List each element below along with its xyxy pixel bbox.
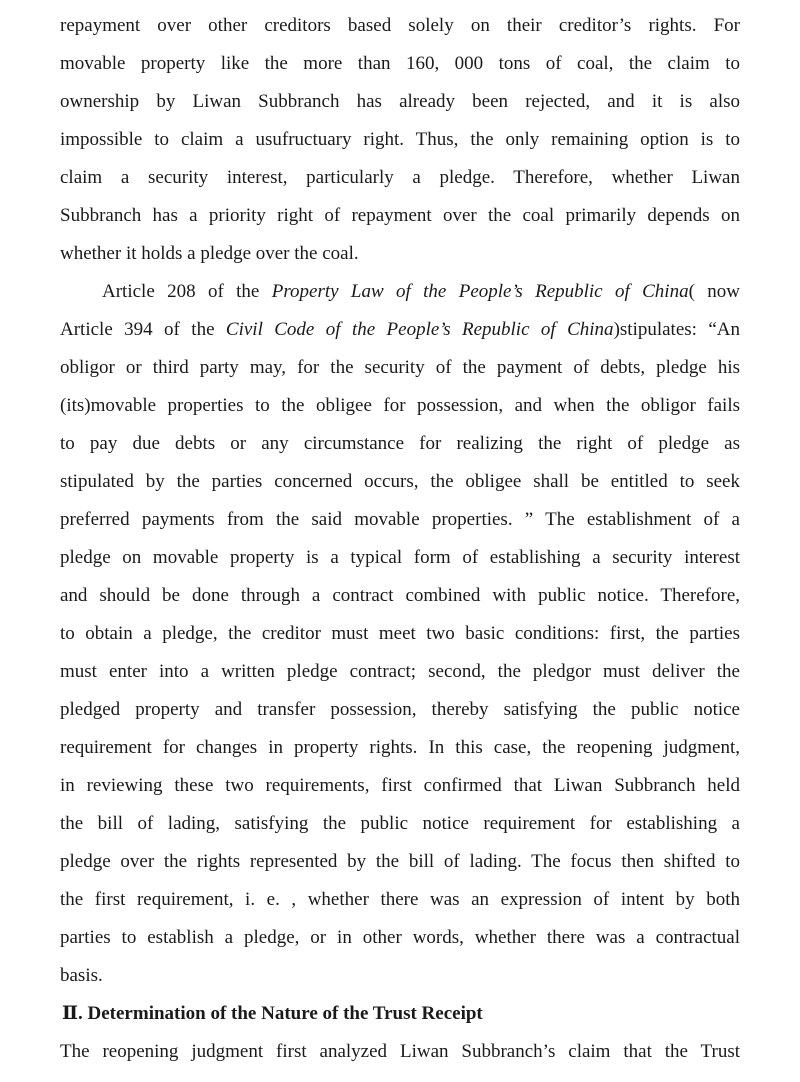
text-line: pledged property and transfer possession, thereby satisfying the public notice (60, 699, 740, 720)
text-line: to obtain a pledge, the creditor must meet two basic conditions: first, the parties (60, 623, 740, 644)
text-line: stipulated by the parties concerned occurs, the obligee shall be entitled to seek (60, 471, 740, 492)
paragraph-2 (60, 273, 740, 995)
text-line: the first requirement, i. e. , whether there was an expression of intent by both (60, 889, 740, 910)
text-line: pledge on movable property is a typical form of establishing a security interest (60, 547, 740, 568)
text-line: The reopening judgment first analyzed Liwan Subbranch’s claim that the Trust (60, 1041, 740, 1062)
text-line (60, 311, 740, 349)
text-line: impossible to claim a usufructuary right. Thus, the only remaining option is to (60, 129, 740, 150)
section-heading: Ⅱ. Determination of the Nature of the Trust Receipt (62, 1003, 483, 1024)
text-line: (its)movable properties to the obligee for possession, and when the obligor fails (60, 395, 740, 416)
text-line: claim a security interest, particularly a pledge. Therefore, whether Liwan (60, 167, 740, 188)
text-line: and should be done through a contract combined with public notice. Therefore, (60, 585, 740, 606)
text-line: ownership by Liwan Subbranch has already been rejected, and it is also (60, 91, 740, 112)
text-line: parties to establish a pledge, or in other words, whether there was a contractual (60, 927, 740, 948)
text-line: whether it holds a pledge over the coal. (60, 243, 359, 264)
text-line: in reviewing these two requirements, first confirmed that Liwan Subbranch held (60, 775, 740, 796)
text-line: Subbranch has a priority right of repayment over the coal primarily depends on (60, 205, 740, 226)
paragraph-1 (60, 7, 740, 273)
text-run: ( now (688, 281, 740, 302)
text-line: requirement for changes in property rights. In this case, the reopening judgment, (60, 737, 740, 758)
paragraph-3 (60, 1033, 740, 1071)
text-run: Article 208 of the (102, 281, 272, 302)
text-line: basis. (60, 965, 103, 986)
text-line: pledge over the rights represented by the bill of lading. The focus then shifted to (60, 851, 740, 872)
text-line: obligor or third party may, for the security of the payment of debts, pledge his (60, 357, 740, 378)
text-line: the bill of lading, satisfying the public notice requirement for establishing a (60, 813, 740, 834)
text-line: preferred payments from the said movable properties. ” The establishment of a (60, 509, 740, 530)
text-line: movable property like the more than 160, 000 tons of coal, the claim to (60, 53, 740, 74)
text-run: Article 394 of the (60, 319, 226, 340)
document-page (60, 7, 740, 1071)
text-line: to pay due debts or any circumstance for realizing the right of pledge as (60, 433, 740, 454)
text-line (60, 273, 740, 311)
statute-title: Property Law of the People’s Republic of China (271, 281, 689, 302)
text-line: repayment over other creditors based solely on their creditor’s rights. For (60, 15, 740, 36)
statute-title: Civil Code of the People’s Republic of China (225, 319, 614, 340)
text-line: must enter into a written pledge contract; second, the pledgor must deliver the (60, 661, 740, 682)
text-run: )stipulates: “An (613, 319, 740, 340)
